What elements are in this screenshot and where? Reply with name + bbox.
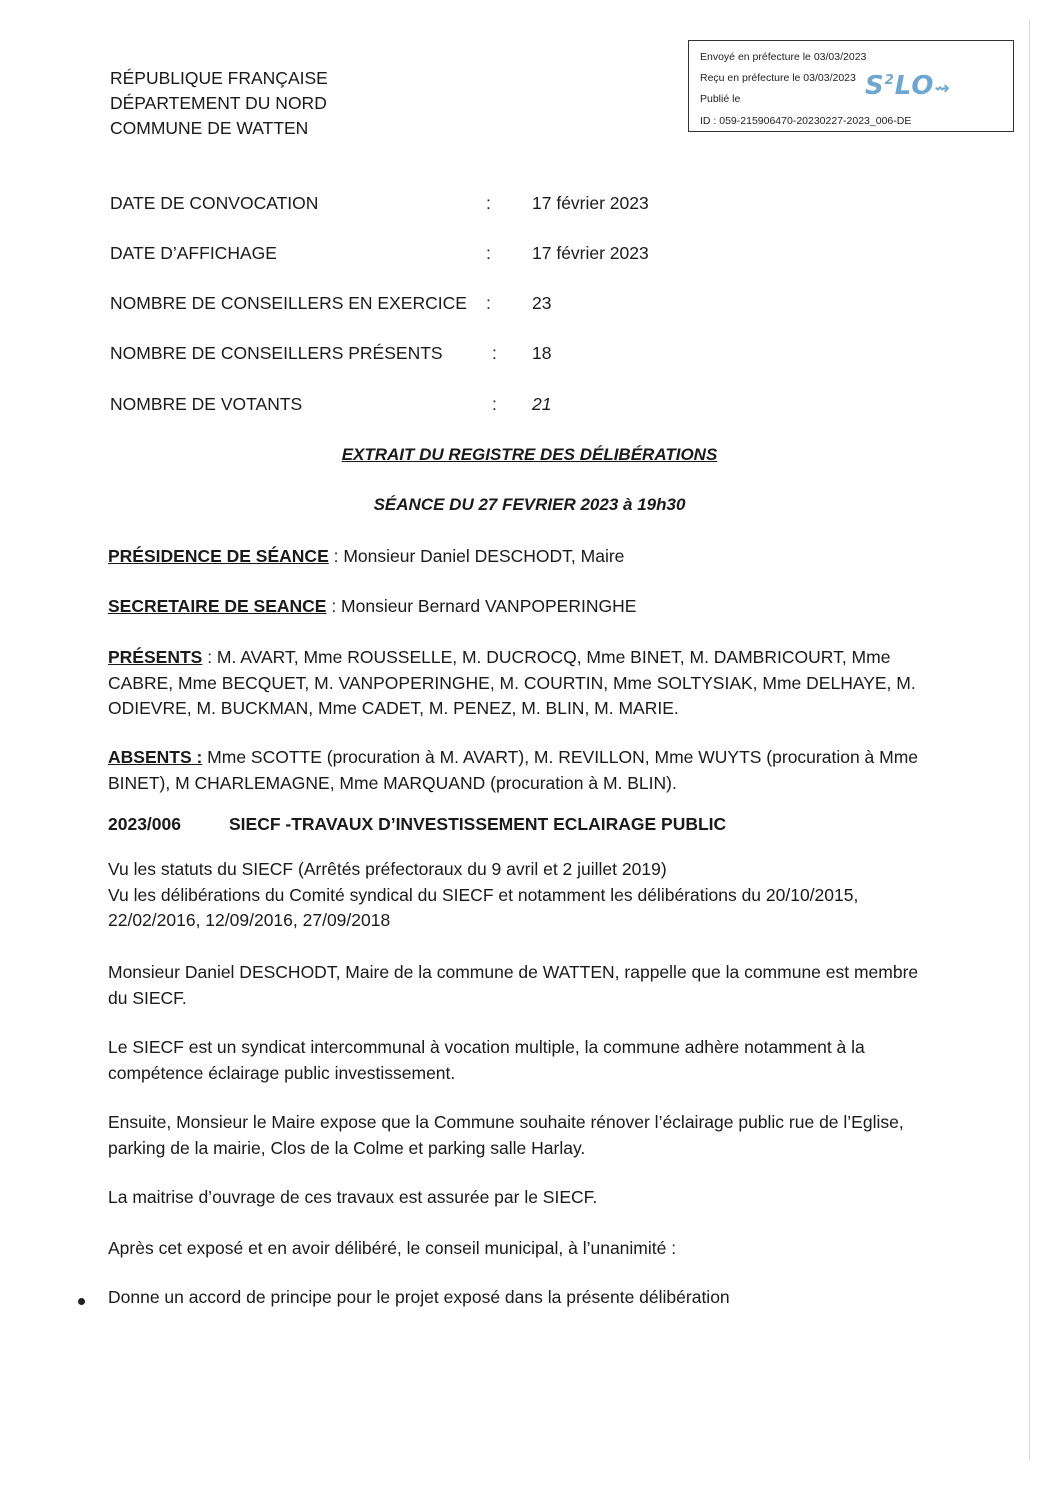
info-value: 21 [532, 394, 552, 414]
info-colon: : [486, 293, 491, 313]
body-paragraph-expose: Ensuite, Monsieur le Maire expose que la Commune souhaite rénover l’éclairage public rue de l’Eglise, parking de la mairie, Clos de la Colme et parking salle Harlay. [108, 1112, 904, 1158]
info-value: 17 février 2023 [532, 193, 649, 213]
header-republic: RÉPUBLIQUE FRANÇAISE [110, 68, 328, 88]
info-label: NOMBRE DE CONSEILLERS PRÉSENTS [110, 343, 443, 363]
prefecture-stamp [688, 40, 1014, 132]
logo-exponent: 2 [884, 73, 895, 88]
info-colon: : [492, 343, 497, 363]
info-label: DATE DE CONVOCATION [110, 193, 319, 213]
info-value: 23 [532, 293, 552, 313]
register-title: EXTRAIT DU REGISTRE DES DÉLIBÉRATIONS [341, 445, 718, 464]
deliberation-number: 2023/006 [108, 814, 181, 834]
s2lo-logo [865, 71, 951, 101]
logo-letter: S [865, 71, 885, 101]
body-paragraph-rappel: Monsieur Daniel DESCHODT, Maire de la commune de WATTEN, rappelle que la commune est membre du SIECF. [108, 962, 919, 1008]
secretaire-text: : Monsieur Bernard VANPOPERINGHE [326, 596, 637, 616]
header-commune: COMMUNE DE WATTEN [110, 118, 309, 138]
info-label: NOMBRE DE VOTANTS [110, 394, 303, 414]
info-label: DATE D’AFFICHAGE [110, 243, 277, 263]
presidence-text: : Monsieur Daniel DESCHODT, Maire [328, 546, 625, 566]
bullet-item: Donne un accord de principe pour le projet exposé dans la présente délibération [108, 1287, 730, 1307]
info-colon: : [486, 243, 491, 263]
stamp-id: ID : 059-215906470-20230227-2023_006-DE [700, 115, 912, 127]
presents-label: PRÉSENTS [108, 647, 203, 667]
body-paragraph-decision: Après cet exposé et en avoir délibéré, le conseil municipal, à l’unanimité : [108, 1238, 677, 1258]
stamp-received: Reçu en préfecture le 03/03/2023 [700, 72, 856, 84]
header-department: DÉPARTEMENT DU NORD [110, 93, 327, 113]
presidence-label: PRÉSIDENCE DE SÉANCE [108, 546, 329, 566]
scan-edge-line [1029, 20, 1030, 1460]
body-paragraph-siecf: Le SIECF est un syndicat intercommunal à vocation multiple, la commune adhère notamment à la compétence éclairage public investissement. [108, 1037, 865, 1083]
presents-paragraph [108, 645, 938, 722]
logo-letters: LO [894, 71, 935, 101]
session-title: SÉANCE DU 27 FEVRIER 2023 à 19h30 [373, 495, 686, 514]
info-colon: : [486, 193, 491, 213]
absents-label: ABSENTS : [108, 747, 203, 767]
info-colon: : [492, 394, 497, 414]
body-paragraph-maitrise: La maitrise d’ouvrage de ces travaux est assurée par le SIECF. [108, 1187, 598, 1207]
info-value: 17 février 2023 [532, 243, 649, 263]
presidence-line [108, 544, 938, 570]
body-paragraph-vu: Vu les statuts du SIECF (Arrêtés préfectoraux du 9 avril et 2 juillet 2019) Vu les délibérations du Comité syndical du SIECF et notamment les délibérations du 20/10/2015, 22/02/2016, 12/09/2016, 27/09/2018 [108, 859, 859, 930]
secretaire-label: SECRETAIRE DE SEANCE [108, 596, 327, 616]
bullet-dot-icon [78, 1298, 85, 1305]
deliberation-title: SIECF -TRAVAUX D’INVESTISSEMENT ECLAIRAGE PUBLIC [229, 814, 727, 834]
absents-text: Mme SCOTTE (procuration à M. AVART), M. REVILLON, Mme WUYTS (procuration à Mme BINET), M CHARLEMAGNE, Mme MARQUAND (procuration à M. BLIN). [108, 747, 919, 793]
letterhead [110, 66, 328, 141]
presents-text: : M. AVART, Mme ROUSSELLE, M. DUCROCQ, Mme BINET, M. DAMBRICOURT, Mme CABRE, Mme BECQUET, M. VANPOPERINGHE, M. COURTIN, Mme SOLTYSIAK, Mme DELHAYE, M. ODIEVRE, M. BUCKMAN, Mme CADET, M. PENEZ, M. BLIN, M. MARIE. [108, 647, 916, 718]
logo-wing-icon: ⇝ [934, 78, 951, 99]
secretaire-line [108, 594, 938, 620]
stamp-published: Publié le [700, 93, 741, 105]
info-value: 18 [532, 343, 552, 363]
info-label: NOMBRE DE CONSEILLERS EN EXERCICE [110, 293, 467, 313]
stamp-sent: Envoyé en préfecture le 03/03/2023 [700, 51, 867, 63]
absents-paragraph [108, 745, 938, 796]
